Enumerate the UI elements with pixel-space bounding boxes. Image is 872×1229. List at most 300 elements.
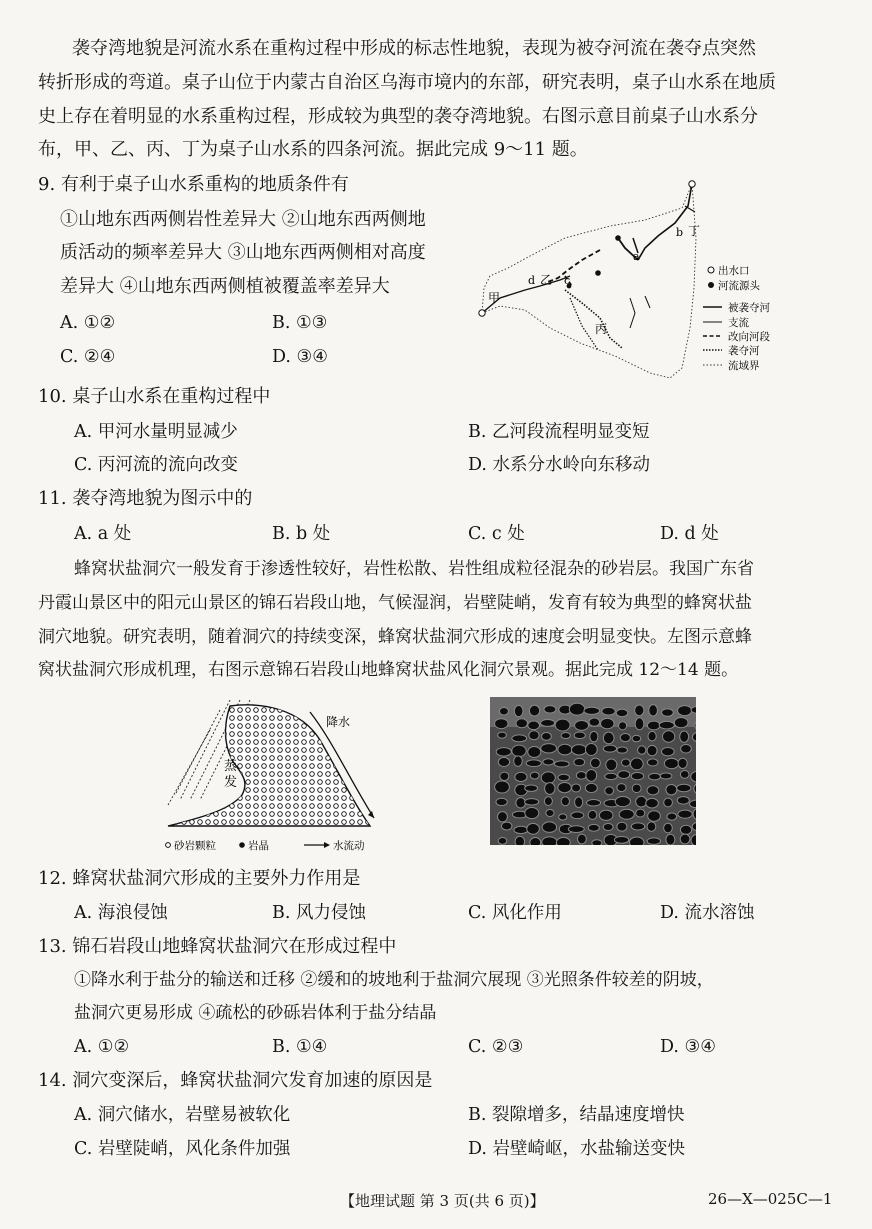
svg-text:河流源头: 河流源头 xyxy=(718,280,760,292)
honeycomb-hole xyxy=(496,748,511,756)
honeycomb-hole xyxy=(674,718,688,728)
honeycomb-hole xyxy=(620,733,630,741)
honeycomb-hole xyxy=(678,706,692,716)
sandstone-particle xyxy=(254,732,259,737)
sandstone-particle xyxy=(294,708,299,713)
sandstone-particle xyxy=(214,732,219,737)
passage-2-line: 蜂窝状盐洞穴一般发育于渗透性较好，岩性松散、岩性组成粒径混杂的砂岩层。我国广东省 xyxy=(74,559,754,579)
question-11-stem: 11. 袭夺湾地貌为图示中的 xyxy=(38,488,253,509)
honeycomb-hole xyxy=(648,731,656,741)
sandstone-particle xyxy=(270,780,275,785)
sandstone-particle xyxy=(334,820,339,825)
sandstone-particle xyxy=(366,756,371,761)
sandstone-particle xyxy=(326,772,331,777)
honeycomb-hole xyxy=(574,758,585,765)
sandstone-particle xyxy=(278,724,283,729)
honeycomb-hole xyxy=(666,834,675,845)
honeycomb-hole xyxy=(636,809,645,817)
sandstone-particle xyxy=(174,804,179,809)
svg-text:岩晶: 岩晶 xyxy=(248,840,269,852)
sandstone-particle xyxy=(238,732,243,737)
label-ding: 丁 xyxy=(688,224,701,238)
sandstone-particle xyxy=(358,756,363,761)
sandstone-particle xyxy=(366,796,371,801)
sandstone-particle xyxy=(182,732,187,737)
sandstone-particle xyxy=(350,740,355,745)
honeycomb-hole xyxy=(544,797,552,806)
sandstone-particle xyxy=(174,716,179,721)
question-12-option-c[interactable]: C. 风化作用 xyxy=(468,903,562,923)
sandstone-particle xyxy=(198,772,203,777)
sandstone-particle xyxy=(342,708,347,713)
question-9-option-c[interactable]: C. ②④ xyxy=(60,347,116,367)
question-13-option-c[interactable]: C. ②③ xyxy=(468,1037,524,1057)
honeycomb-hole xyxy=(662,709,674,716)
honeycomb-hole xyxy=(558,744,572,755)
honeycomb-hole xyxy=(615,796,630,806)
sandstone-particle xyxy=(262,748,267,753)
sandstone-particle xyxy=(286,772,291,777)
honeycomb-hole xyxy=(588,824,599,831)
sandstone-particle xyxy=(166,708,171,713)
honeycomb-hole xyxy=(605,787,614,795)
sandstone-particle xyxy=(230,796,235,801)
sandstone-particle xyxy=(294,772,299,777)
honeycomb-hole xyxy=(680,731,689,742)
sandstone-particle xyxy=(182,748,187,753)
honeycomb-hole xyxy=(568,826,584,833)
sandstone-particle xyxy=(286,764,291,769)
sandstone-particle xyxy=(270,812,275,817)
label-c: c xyxy=(564,274,571,287)
passage-2-line: 洞穴地貌。研究表明，随着洞穴的持续变深，蜂窝状盐洞穴形成的速度会明显变快。左图示意蜂 xyxy=(38,627,752,647)
svg-text:支流: 支流 xyxy=(728,317,749,329)
question-10-option-c[interactable]: C. 丙河流的流向改变 xyxy=(74,455,238,475)
honeycomb-hole xyxy=(646,798,659,808)
sandstone-particle xyxy=(302,764,307,769)
sandstone-particle xyxy=(222,796,227,801)
sandstone-particle xyxy=(222,716,227,721)
sandstone-particle xyxy=(214,740,219,745)
sandstone-particle xyxy=(174,740,179,745)
honeycomb-hole xyxy=(590,731,598,742)
sandstone-particle xyxy=(270,756,275,761)
honeycomb-hole xyxy=(514,826,528,833)
honeycomb-hole xyxy=(561,797,569,806)
sandstone-particle xyxy=(166,788,171,793)
honeycomb-hole xyxy=(664,823,673,833)
sandstone-particle xyxy=(366,740,371,745)
sandstone-particle xyxy=(254,724,259,729)
sandstone-particle xyxy=(214,796,219,801)
sandstone-particle xyxy=(198,812,203,817)
sandstone-particle xyxy=(190,732,195,737)
sandstone-particle xyxy=(174,772,179,777)
sandstone-particle xyxy=(182,804,187,809)
question-14-option-d[interactable]: D. 岩壁崎岖，水盐输送变快 xyxy=(468,1139,686,1159)
sandstone-particle xyxy=(262,812,267,817)
sandstone-particle xyxy=(222,820,227,825)
sandstone-particle xyxy=(286,716,291,721)
honeycomb-hole xyxy=(541,744,557,753)
sandstone-particle xyxy=(238,804,243,809)
sandstone-particle xyxy=(214,708,219,713)
honeycomb-hole xyxy=(681,744,692,753)
sandstone-particle xyxy=(278,748,283,753)
sandstone-particle xyxy=(206,708,211,713)
honeycomb-hole xyxy=(664,798,673,807)
sandstone-particle xyxy=(366,716,371,721)
honeycomb-hole xyxy=(585,744,597,756)
honeycomb-hole xyxy=(555,719,570,731)
sandstone-particle xyxy=(206,764,211,769)
honeycomb-hole xyxy=(603,745,616,752)
sandstone-particle xyxy=(358,708,363,713)
sandstone-particle xyxy=(230,820,235,825)
sandstone-particle xyxy=(286,812,291,817)
honeycomb-hole xyxy=(495,781,510,793)
sandstone-particle xyxy=(246,708,251,713)
sandstone-particle xyxy=(334,740,339,745)
sandstone-particle xyxy=(262,732,267,737)
sandstone-particle xyxy=(246,716,251,721)
honeycomb-hole xyxy=(664,758,678,768)
question-12-option-d[interactable]: D. 流水溶蚀 xyxy=(660,903,755,923)
honeycomb-hole xyxy=(614,836,628,843)
sandstone-particle xyxy=(294,756,299,761)
sandstone-particle xyxy=(318,780,323,785)
sandstone-particle xyxy=(310,788,315,793)
sandstone-particle xyxy=(350,804,355,809)
sandstone-particle xyxy=(334,756,339,761)
honeycomb-hole xyxy=(498,732,507,738)
honeycomb-hole xyxy=(561,733,570,739)
sandstone-particle xyxy=(294,796,299,801)
sandstone-particle xyxy=(230,724,235,729)
honeycomb-hole xyxy=(586,769,597,781)
sandstone-particle xyxy=(318,756,323,761)
sandstone-particle xyxy=(334,812,339,817)
sandstone-particle xyxy=(350,724,355,729)
sandstone-particle xyxy=(254,804,259,809)
honeycomb-hole xyxy=(571,745,586,755)
sandstone-particle xyxy=(222,812,227,817)
sandstone-particle xyxy=(310,804,315,809)
sandstone-particle xyxy=(214,788,219,793)
sandstone-particle xyxy=(366,732,371,737)
honeycomb-hole xyxy=(619,722,627,730)
honeycomb-hole xyxy=(571,812,584,819)
question-12-option-b[interactable]: B. 风力侵蚀 xyxy=(272,903,366,923)
sandstone-particle xyxy=(294,780,299,785)
sandstone-particle xyxy=(302,732,307,737)
sandstone-particle xyxy=(262,796,267,801)
sandstone-particle xyxy=(318,708,323,713)
sandstone-particle xyxy=(326,820,331,825)
sandstone-particle xyxy=(182,724,187,729)
honeycomb-hole xyxy=(541,720,555,727)
sandstone-particle xyxy=(278,796,283,801)
sandstone-particle xyxy=(182,796,187,801)
sandstone-particle xyxy=(350,788,355,793)
sandstone-particle xyxy=(214,756,219,761)
honeycomb-hole xyxy=(589,718,600,726)
sandstone-particle xyxy=(286,740,291,745)
sandstone-particle xyxy=(254,748,259,753)
sandstone-particle xyxy=(310,764,315,769)
sandstone-particle xyxy=(198,724,203,729)
sandstone-particle xyxy=(262,724,267,729)
sandstone-particle xyxy=(310,780,315,785)
sandstone-particle xyxy=(366,708,371,713)
honeycomb-hole xyxy=(546,809,554,816)
sandstone-particle xyxy=(262,740,267,745)
sandstone-particle xyxy=(278,780,283,785)
label-b: b xyxy=(676,226,684,239)
honeycomb-hole xyxy=(636,796,647,807)
sandstone-particle xyxy=(198,756,203,761)
question-14-option-b[interactable]: B. 裂隙增多，结晶速度增快 xyxy=(468,1105,685,1125)
sandstone-particle xyxy=(326,796,331,801)
honeycomb-hole xyxy=(601,718,614,728)
sandstone-particle xyxy=(254,780,259,785)
sandstone-particle xyxy=(182,812,187,817)
sandstone-particle xyxy=(334,796,339,801)
sandstone-particle xyxy=(326,788,331,793)
honeycomb-hole xyxy=(525,799,539,805)
sandstone-particle xyxy=(262,764,267,769)
sandstone-particle xyxy=(254,796,259,801)
label-a: a xyxy=(633,250,640,263)
honeycomb-hole xyxy=(530,838,541,845)
question-10-option-b[interactable]: B. 乙河段流程明显变短 xyxy=(468,422,650,442)
honeycomb-hole xyxy=(630,758,643,770)
diagram-legend xyxy=(166,839,365,852)
sandstone-particle xyxy=(350,764,355,769)
sandstone-particle xyxy=(342,796,347,801)
sandstone-particle xyxy=(198,788,203,793)
sandstone-particle xyxy=(342,788,347,793)
sandstone-particle xyxy=(238,764,243,769)
sandstone-particle xyxy=(302,756,307,761)
question-9-option-a[interactable]: A. ①② xyxy=(60,313,116,333)
sandstone-particle xyxy=(262,708,267,713)
question-14-option-c[interactable]: C. 岩壁陡峭，风化条件加强 xyxy=(74,1139,291,1159)
sandstone-particle xyxy=(174,780,179,785)
sandstone-particle xyxy=(246,772,251,777)
sandstone-particle xyxy=(238,708,243,713)
question-9-line: ①山地东西两侧岩性差异大 ②山地东西两侧地 xyxy=(60,209,426,230)
precipitation-label: 降水 xyxy=(326,715,351,729)
sandstone-particle xyxy=(166,796,171,801)
sandstone-particle xyxy=(342,812,347,817)
sandstone-particle xyxy=(166,812,171,817)
sandstone-particle xyxy=(358,748,363,753)
honeycomb-hole xyxy=(529,705,539,716)
sandstone-particle xyxy=(366,724,371,729)
honeycomb-hole xyxy=(590,758,600,768)
question-11-option-a[interactable]: A. a 处 xyxy=(74,524,132,544)
honeycomb-hole xyxy=(662,731,674,742)
honeycomb-hole xyxy=(545,783,555,795)
sandstone-particle xyxy=(342,732,347,737)
sandstone-particle xyxy=(270,772,275,777)
sandstone-particle xyxy=(278,788,283,793)
sandstone-particle xyxy=(262,788,267,793)
sandstone-particle xyxy=(294,820,299,825)
sandstone-particle xyxy=(270,732,275,737)
honeycomb-hole xyxy=(559,814,567,820)
honeycomb-hole xyxy=(647,745,657,755)
question-10-option-a[interactable]: A. 甲河水量明显减少 xyxy=(74,422,238,442)
honeycomb-hole xyxy=(588,810,597,819)
sandstone-particle xyxy=(190,820,195,825)
question-11-option-d[interactable]: D. d 处 xyxy=(660,524,719,544)
sandstone-particle xyxy=(190,812,195,817)
sandstone-particle xyxy=(206,820,211,825)
capture-river xyxy=(570,298,598,350)
sandstone-particle xyxy=(246,732,251,737)
honeycomb-hole xyxy=(542,837,557,845)
honeycomb-hole xyxy=(556,837,570,845)
label-jia: 甲 xyxy=(488,291,501,305)
sandstone-particle xyxy=(334,708,339,713)
question-10-stem: 10. 桌子山水系在重构过程中 xyxy=(38,386,271,407)
sandstone-particle xyxy=(318,796,323,801)
honeycomb-hole xyxy=(680,834,690,844)
sandstone-particle xyxy=(238,756,243,761)
sandstone-particle xyxy=(286,788,291,793)
honeycomb-hole xyxy=(677,797,689,804)
sandstone-particle xyxy=(366,748,371,753)
sandstone-particle xyxy=(302,796,307,801)
honeycomb-hole xyxy=(631,823,644,830)
honeycomb-hole xyxy=(603,732,614,744)
sandstone-particle xyxy=(262,772,267,777)
honeycomb-hole xyxy=(647,759,658,766)
sandstone-particle xyxy=(294,740,299,745)
sandstone-particle xyxy=(310,772,315,777)
question-9-option-b[interactable]: B. ①③ xyxy=(272,313,328,333)
sandstone-particle xyxy=(318,716,323,721)
honeycomb-hole xyxy=(528,721,540,730)
sandstone-particle xyxy=(182,740,187,745)
sandstone-particle xyxy=(318,732,323,737)
sandstone-particle xyxy=(254,788,259,793)
sandstone-particle xyxy=(166,772,171,777)
question-14-option-a[interactable]: A. 洞穴储水，岩壁易被软化 xyxy=(74,1105,291,1125)
sandstone-particle xyxy=(190,724,195,729)
label-yi: 乙 xyxy=(540,273,553,287)
sandstone-particle xyxy=(262,756,267,761)
question-9-option-d[interactable]: D. ③④ xyxy=(272,347,328,367)
sandstone-particle xyxy=(350,820,355,825)
question-10-option-d[interactable]: D. 水系分水岭向东移动 xyxy=(468,455,651,475)
sandstone-particle xyxy=(174,796,179,801)
honeycomb-hole xyxy=(495,719,508,729)
sandstone-particle xyxy=(286,804,291,809)
evaporation-label-2: 发 xyxy=(224,775,238,790)
sandstone-particle xyxy=(358,764,363,769)
sandstone-particle xyxy=(230,812,235,817)
sandstone-particle xyxy=(238,740,243,745)
sandstone-particle xyxy=(342,740,347,745)
honeycomb-hole xyxy=(631,772,644,779)
sandstone-particle xyxy=(206,748,211,753)
sandstone-particle xyxy=(270,724,275,729)
sandstone-particle xyxy=(190,748,195,753)
tributary xyxy=(630,298,635,328)
question-14-stem: 14. 洞穴变深后，蜂窝状盐洞穴发育加速的原因是 xyxy=(38,1070,433,1091)
honeycomb-hole xyxy=(542,822,556,833)
question-13-option-d[interactable]: D. ③④ xyxy=(660,1037,716,1057)
sandstone-particle xyxy=(190,796,195,801)
sandstone-particle xyxy=(174,812,179,817)
sandstone-particle xyxy=(302,716,307,721)
honeycomb-hole xyxy=(558,782,571,792)
sandstone-particle xyxy=(190,764,195,769)
river-source xyxy=(615,235,621,241)
svg-text:流域界: 流域界 xyxy=(728,360,760,372)
question-13-option-b[interactable]: B. ①④ xyxy=(272,1037,328,1057)
honeycomb-hole xyxy=(635,718,644,730)
passage-1-line: 袭夺湾地貌是河流水系在重构过程中形成的标志性地貌，表现为被夺河流在袭夺点突然 xyxy=(72,38,756,59)
outlet xyxy=(689,181,695,187)
honeycomb-hole xyxy=(541,772,555,784)
sandstone-particle xyxy=(206,756,211,761)
question-9-line: 差异大 ④山地东西两侧植被覆盖率差异大 xyxy=(60,276,390,297)
sandstone-particle xyxy=(358,716,363,721)
sandstone-particle xyxy=(166,732,171,737)
sandstone-particle xyxy=(350,708,355,713)
sandstone-particle xyxy=(190,780,195,785)
sandstone-particle xyxy=(270,708,275,713)
sandstone-particle xyxy=(206,788,211,793)
honeycomb-hole xyxy=(497,812,507,822)
sandstone-particle xyxy=(286,820,291,825)
sandstone-particle xyxy=(254,820,259,825)
sandstone-particle xyxy=(182,788,187,793)
honeycomb-hole xyxy=(496,798,507,805)
question-12-option-a[interactable]: A. 海浪侵蚀 xyxy=(74,903,168,923)
sandstone-particle xyxy=(246,756,251,761)
sandstone-particle xyxy=(358,740,363,745)
sandstone-particle xyxy=(270,820,275,825)
question-13-option-a[interactable]: A. ①② xyxy=(74,1037,130,1057)
sandstone-particle xyxy=(190,740,195,745)
question-11-option-c[interactable]: C. c 处 xyxy=(468,524,525,544)
sandstone-particle xyxy=(238,820,243,825)
honeycomb-hole xyxy=(498,757,509,766)
sandstone-particle xyxy=(246,724,251,729)
question-11-option-b[interactable]: B. b 处 xyxy=(272,524,331,544)
sandstone-particle xyxy=(270,796,275,801)
sandstone-particle xyxy=(350,732,355,737)
salt-cave-mechanism-diagram xyxy=(160,700,400,856)
honeycomb-hole xyxy=(514,705,523,716)
sandstone-particle xyxy=(294,812,299,817)
sandstone-particle xyxy=(166,724,171,729)
sandstone-particle xyxy=(254,740,259,745)
sandstone-particle xyxy=(198,796,203,801)
sandstone-particle xyxy=(254,716,259,721)
sandstone-particle xyxy=(358,772,363,777)
honeycomb-hole xyxy=(527,823,539,834)
sandstone-particle xyxy=(174,708,179,713)
diverted-segment xyxy=(545,250,600,283)
honeycomb-hole xyxy=(666,784,677,794)
page-footer-title: 【地理试题 第 3 页(共 6 页)】 xyxy=(340,1192,545,1210)
